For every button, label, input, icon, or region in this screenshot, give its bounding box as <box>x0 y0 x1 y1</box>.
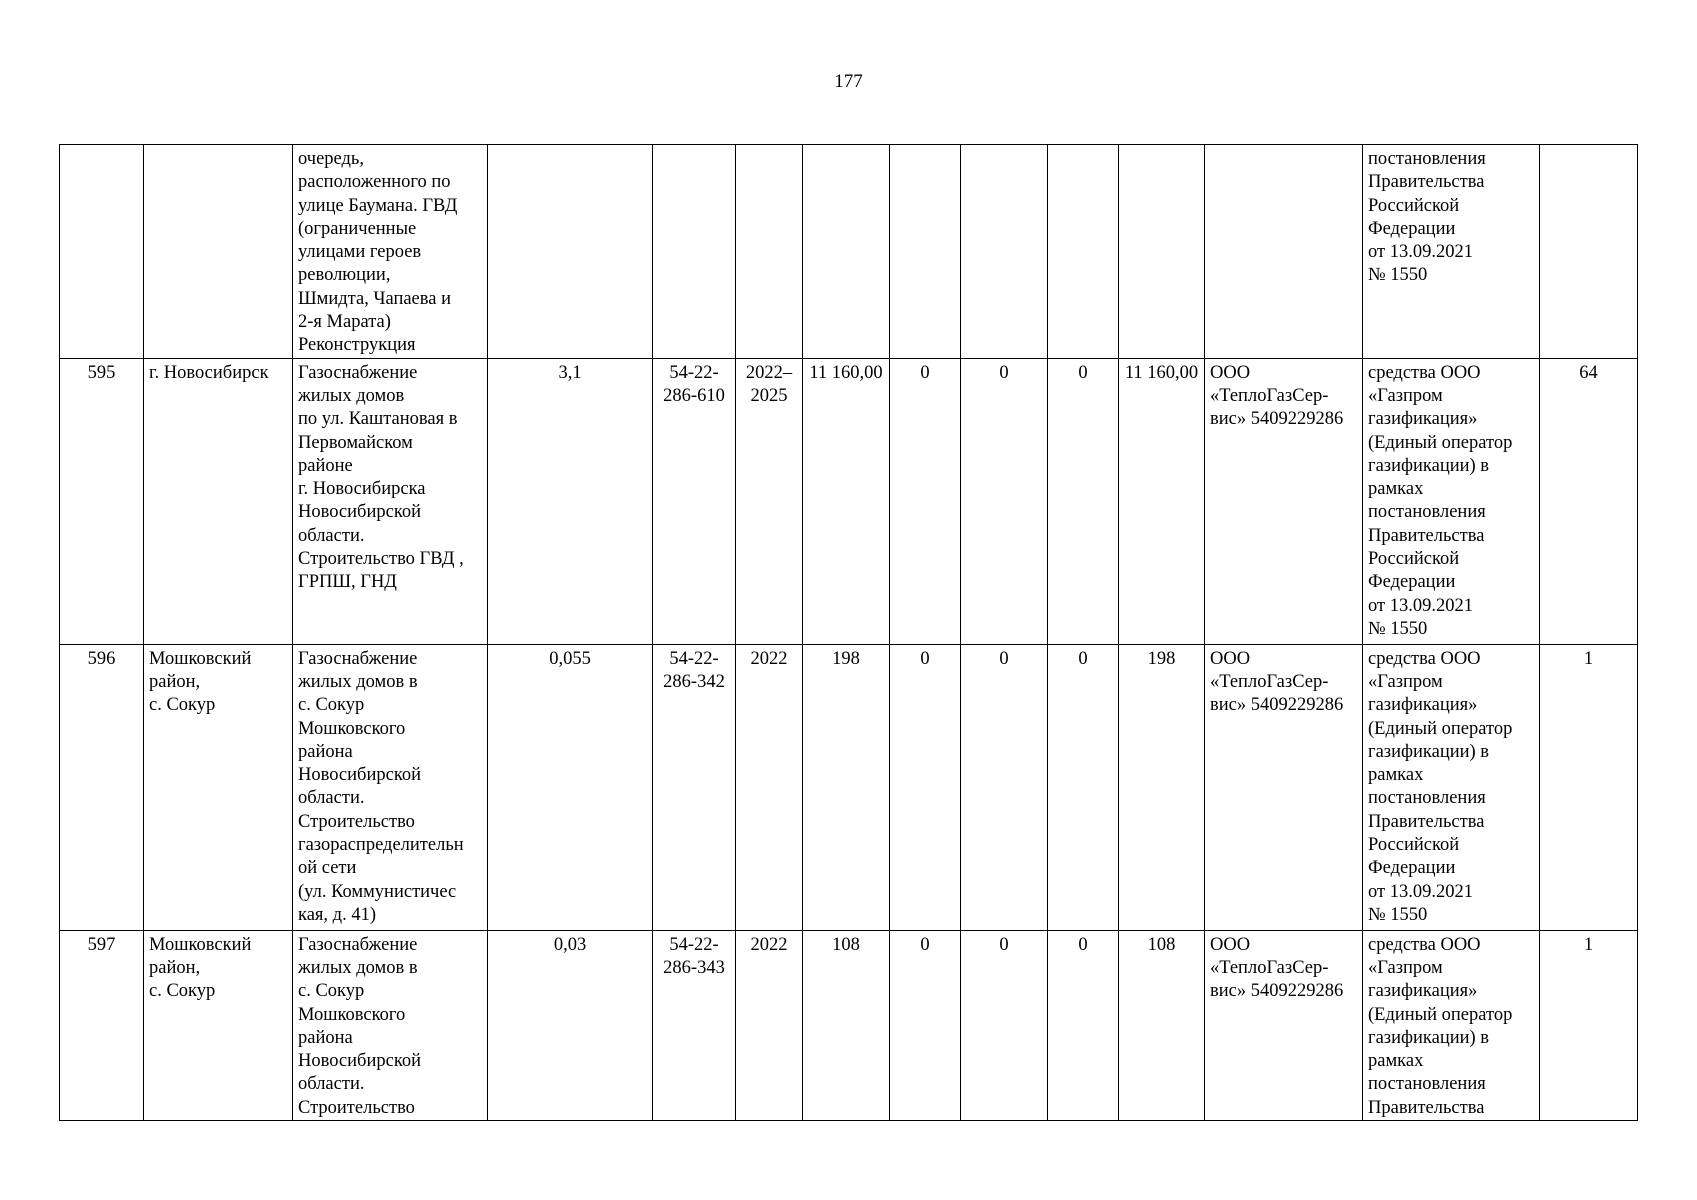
cell-number: 595 <box>60 358 144 644</box>
table-row <box>60 930 1638 1120</box>
cell-executor: ООО «ТеплоГазСер- вис» 5409229286 <box>1205 930 1363 1120</box>
cell-code: 54-22- 286-343 <box>653 930 736 1120</box>
cell-total: 198 <box>803 644 890 930</box>
cell-length <box>488 145 653 359</box>
cell-funding-source: средства ООО «Газпром газификация» (Единый оператор газификации) в рамках постановления Правительства Российской Федерации от 13.09.2021 № 1550 <box>1363 358 1540 644</box>
cell-length: 0,055 <box>488 644 653 930</box>
cell-code: 54-22- 286-610 <box>653 358 736 644</box>
cell-number: 597 <box>60 930 144 1120</box>
cell-location: Мошковский район, с. Сокур <box>144 930 293 1120</box>
cell-years <box>736 145 803 359</box>
page-number: 177 <box>834 71 863 92</box>
table-row <box>60 145 1638 359</box>
cell-years: 2022– 2025 <box>736 358 803 644</box>
cell-value-5: 108 <box>1119 930 1205 1120</box>
cell-value-3: 0 <box>961 930 1048 1120</box>
cell-last: 1 <box>1540 930 1638 1120</box>
cell-value-2: 0 <box>890 358 961 644</box>
cell-value-3: 0 <box>961 358 1048 644</box>
cell-total: 11 160,00 <box>803 358 890 644</box>
cell-funding-source: постановления Правительства Российской Федерации от 13.09.2021 № 1550 <box>1363 145 1540 359</box>
cell-executor: ООО «ТеплоГазСер- вис» 5409229286 <box>1205 358 1363 644</box>
cell-value-4: 0 <box>1048 644 1119 930</box>
cell-last <box>1540 145 1638 359</box>
cell-location: Мошковский район, с. Сокур <box>144 644 293 930</box>
cell-number: 596 <box>60 644 144 930</box>
table-row <box>60 358 1638 644</box>
cell-value-5: 11 160,00 <box>1119 358 1205 644</box>
cell-value-2: 0 <box>890 644 961 930</box>
cell-funding-source: средства ООО «Газпром газификация» (Единый оператор газификации) в рамках постановления Правительства <box>1363 930 1540 1120</box>
cell-executor: ООО «ТеплоГазСер- вис» 5409229286 <box>1205 644 1363 930</box>
cell-value-3: 0 <box>961 644 1048 930</box>
cell-total: 108 <box>803 930 890 1120</box>
data-table <box>59 144 1638 1121</box>
cell-value-5 <box>1119 145 1205 359</box>
cell-description: Газоснабжение жилых домов по ул. Каштановая в Первомайском районе г. Новосибирска Новосибирской области. Строительство ГВД , ГРПШ, ГНД <box>293 358 488 644</box>
cell-description: Газоснабжение жилых домов в с. Сокур Мошковского района Новосибирской области. Строительство газораспределительн ой сети (ул. Коммунистичес кая, д. 41) <box>293 644 488 930</box>
cell-value-4: 0 <box>1048 358 1119 644</box>
cell-value-4: 0 <box>1048 930 1119 1120</box>
cell-years: 2022 <box>736 644 803 930</box>
cell-last: 1 <box>1540 644 1638 930</box>
cell-location: г. Новосибирск <box>144 358 293 644</box>
cell-description: очередь, расположенного по улице Баумана. ГВД (ограниченные улицами героев революции, Шмидта, Чапаева и 2-я Марата) Реконструкция <box>293 145 488 359</box>
cell-value-4 <box>1048 145 1119 359</box>
table-body <box>60 145 1638 1121</box>
cell-value-2: 0 <box>890 930 961 1120</box>
cell-description: Газоснабжение жилых домов в с. Сокур Мошковского района Новосибирской области. Строительство <box>293 930 488 1120</box>
cell-length: 3,1 <box>488 358 653 644</box>
cell-last: 64 <box>1540 358 1638 644</box>
cell-length: 0,03 <box>488 930 653 1120</box>
cell-funding-source: средства ООО «Газпром газификация» (Единый оператор газификации) в рамках постановления Правительства Российской Федерации от 13.09.2021 № 1550 <box>1363 644 1540 930</box>
cell-total <box>803 145 890 359</box>
cell-years: 2022 <box>736 930 803 1120</box>
cell-location <box>144 145 293 359</box>
cell-value-5: 198 <box>1119 644 1205 930</box>
cell-value-3 <box>961 145 1048 359</box>
cell-code <box>653 145 736 359</box>
cell-code: 54-22- 286-342 <box>653 644 736 930</box>
cell-value-2 <box>890 145 961 359</box>
cell-executor <box>1205 145 1363 359</box>
table-row <box>60 644 1638 930</box>
cell-number <box>60 145 144 359</box>
